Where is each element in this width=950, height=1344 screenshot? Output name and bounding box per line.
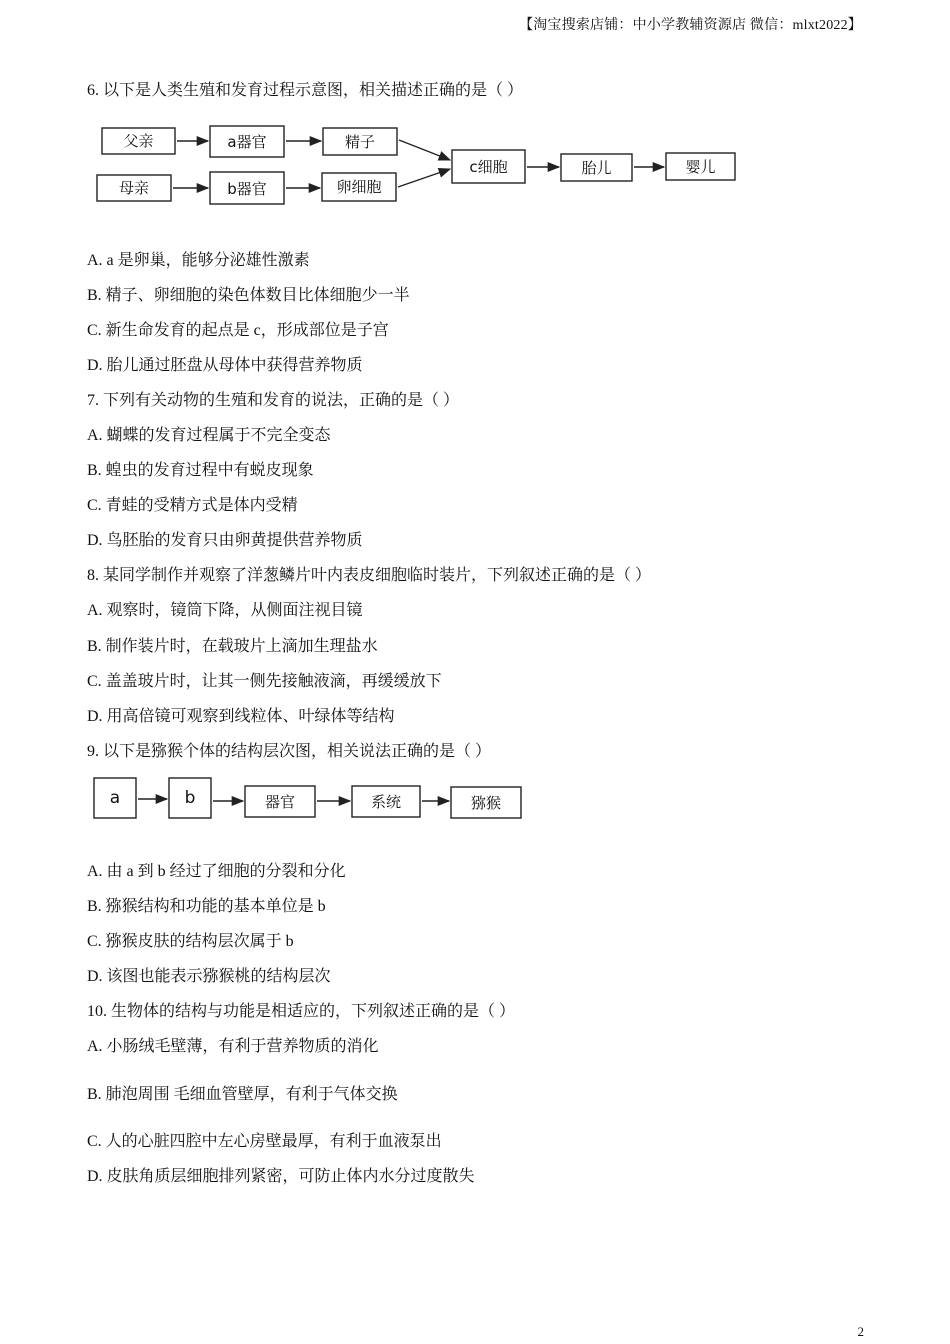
q6-option-d: D. 胎儿通过胚盘从母体中获得营养物质	[87, 357, 363, 374]
q6-option-b: B. 精子、卵细胞的染色体数目比体细胞少一半	[87, 287, 410, 304]
q8-option-b: B. 制作装片时，在载玻片上滴加生理盐水	[87, 638, 378, 655]
q8-option-c: C. 盖盖玻片时，让其一侧先接触液滴，再缓缓放下	[87, 673, 442, 690]
q9-label-system: 系统	[370, 793, 402, 811]
q6-label-sperm: 精子	[344, 133, 376, 151]
q6-box-baby	[666, 153, 735, 180]
q8-option-d: D. 用高倍镜可观察到线粒体、叶绿体等结构	[87, 708, 395, 725]
q7-option-b: B. 蝗虫的发育过程中有蜕皮现象	[87, 462, 314, 479]
q6-box-sperm	[323, 128, 397, 155]
q9-label-macaque: 猕猴	[470, 794, 502, 812]
q6-box-organ-a	[210, 126, 284, 157]
q6-label-baby: 婴儿	[685, 158, 716, 176]
q6-label-cell-c: c细胞	[469, 158, 508, 176]
q9-option-a: A. 由 a 到 b 经过了细胞的分裂和分化	[87, 863, 346, 880]
q6-label-fetus: 胎儿	[581, 159, 612, 177]
q10-option-b: B. 肺泡周围 毛细血管壁厚，有利于气体交换	[87, 1086, 398, 1103]
q9-option-b: B. 猕猴结构和功能的基本单位是 b	[87, 898, 326, 915]
q6-label-egg: 卵细胞	[336, 178, 382, 196]
q9-box-a	[94, 778, 136, 818]
q6-box-father	[102, 128, 175, 154]
q9-label-b: b	[184, 788, 196, 808]
q10-option-c: C. 人的心脏四腔中左心房壁最厚，有利于血液泵出	[87, 1133, 442, 1150]
q6-label-organ-b: b器官	[227, 180, 267, 198]
q7-stem: 7. 下列有关动物的生殖和发育的说法，正确的是（ ）	[87, 392, 460, 409]
q6-option-a: A. a 是卵巢，能够分泌雄性激素	[87, 252, 310, 269]
q6-box-organ-b	[210, 172, 284, 204]
page-number: 2	[857, 1324, 864, 1339]
q7-option-a: A. 蝴蝶的发育过程属于不完全变态	[87, 427, 331, 444]
q9-stem: 9. 以下是猕猴个体的结构层次图，相关说法正确的是（ ）	[87, 743, 492, 760]
q7-option-c: C. 青蛙的受精方式是体内受精	[87, 497, 298, 514]
q9-box-b	[169, 778, 211, 818]
q10-option-a: A. 小肠绒毛壁薄，有利于营养物质的消化	[87, 1038, 379, 1055]
header-watermark: 【淘宝搜索店铺：中小学教辅资源店 微信：mlxt2022】	[519, 18, 862, 33]
q6-label-father: 父亲	[123, 132, 154, 150]
q6-arrow-egg-cell-c	[398, 169, 450, 187]
q6-option-c: C. 新生命发育的起点是 c，形成部位是子宫	[87, 322, 389, 339]
q9-option-c: C. 猕猴皮肤的结构层次属于 b	[87, 933, 294, 950]
q9-box-macaque	[451, 787, 521, 818]
q10-option-d: D. 皮肤角质层细胞排列紧密，可防止体内水分过度散失	[87, 1168, 475, 1185]
q6-arrow-sperm-cell-c	[399, 140, 450, 160]
q6-label-mother: 母亲	[118, 179, 150, 197]
q6-box-fetus	[561, 154, 632, 181]
q6-label-organ-a: a器官	[227, 133, 267, 151]
q6-stem: 6. 以下是人类生殖和发育过程示意图，相关描述正确的是（ ）	[87, 82, 524, 99]
q10-stem: 10. 生物体的结构与功能是相适应的，下列叙述正确的是（ ）	[87, 1003, 516, 1020]
q9-label-organ: 器官	[264, 793, 296, 811]
q6-box-egg	[322, 173, 396, 201]
q6-box-mother	[97, 175, 171, 201]
q6-box-cell-c	[452, 150, 525, 183]
q9-box-system	[352, 786, 420, 817]
q8-option-a: A. 观察时，镜筒下降，从侧面注视目镜	[87, 602, 363, 619]
q9-box-organ	[245, 786, 315, 817]
q9-option-d: D. 该图也能表示猕猴桃的结构层次	[87, 968, 331, 985]
q7-option-d: D. 鸟胚胎的发育只由卵黄提供营养物质	[87, 532, 363, 549]
q8-stem: 8. 某同学制作并观察了洋葱鳞片叶内表皮细胞临时装片，下列叙述正确的是（ ）	[87, 567, 652, 584]
q9-label-a: a	[109, 788, 121, 808]
